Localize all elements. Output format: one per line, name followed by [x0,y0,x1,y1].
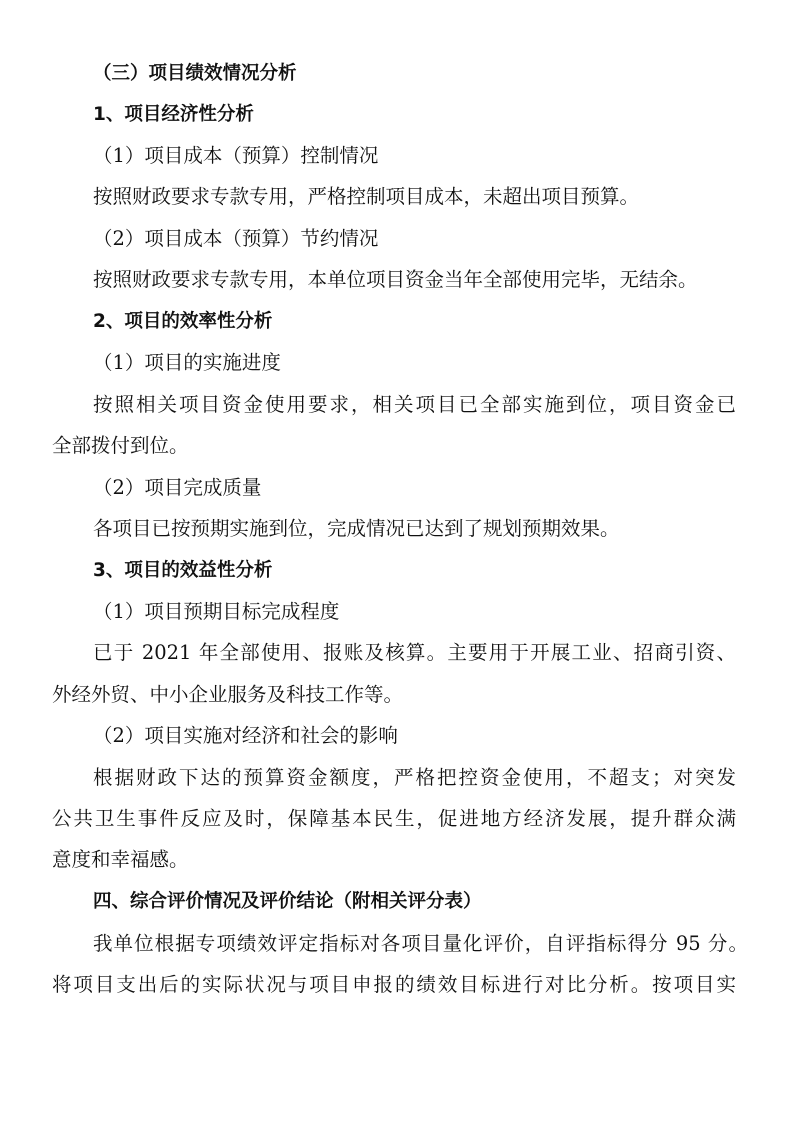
sub-2-heading: 2、项目的效率性分析 [93,311,273,332]
sub-3-item-2-text-line-2: 公共卫生事件反应及时，保障基本民生，促进地方经济发展，提升群众满 [52,807,736,830]
sub-1-item-2-text: 按照财政要求专款专用，本单位项目资金当年全部使用完毕，无结余。 [93,268,698,291]
sub-2-item-1-text-line-1: 按照相关项目资金使用要求，相关项目已全部实施到位，项目资金已 [93,393,736,416]
sub-2-item-2-title: （2）项目完成质量 [93,476,262,499]
sub-3-item-2-title: （2）项目实施对经济和社会的影响 [93,724,398,747]
sub-2-item-1-text-line-2: 全部拨付到位。 [52,434,189,457]
sub-1-item-1-title: （1）项目成本（预算）控制情况 [93,144,379,167]
section-3-heading: （三）项目绩效情况分析 [93,63,297,84]
sub-3-item-1-text-line-1: 已于 2021 年全部使用、报账及核算。主要用于开展工业、招商引资、 [93,641,736,664]
sub-3-heading: 3、项目的效益性分析 [93,560,273,581]
sub-2-item-1-title: （1）项目的实施进度 [93,351,281,374]
section-4-text-line-1: 我单位根据专项绩效评定指标对各项目量化评价，自评指标得分 95 分。 [93,932,748,955]
sub-1-heading: 1、项目经济性分析 [93,104,254,125]
sub-1-item-2-title: （2）项目成本（预算）节约情况 [93,227,379,250]
sub-2-item-2-text: 各项目已按预期实施到位，完成情况已达到了规划预期效果。 [93,517,620,540]
section-4-heading: 四、综合评价情况及评价结论（附相关评分表） [93,891,482,912]
sub-3-item-2-text-line-3: 意度和幸福感。 [52,848,189,871]
section-4-text-line-2: 将项目支出后的实际状况与项目申报的绩效目标进行对比分析。按项目实 [52,973,736,996]
sub-3-item-1-title: （1）项目预期目标完成程度 [93,600,340,623]
sub-3-item-2-text-line-1: 根据财政下达的预算资金额度，严格把控资金使用，不超支；对突发 [93,766,736,789]
sub-3-item-1-text-line-2: 外经外贸、中小企业服务及科技工作等。 [52,683,404,706]
sub-1-item-1-text: 按照财政要求专款专用，严格控制项目成本，未超出项目预算。 [93,185,640,208]
